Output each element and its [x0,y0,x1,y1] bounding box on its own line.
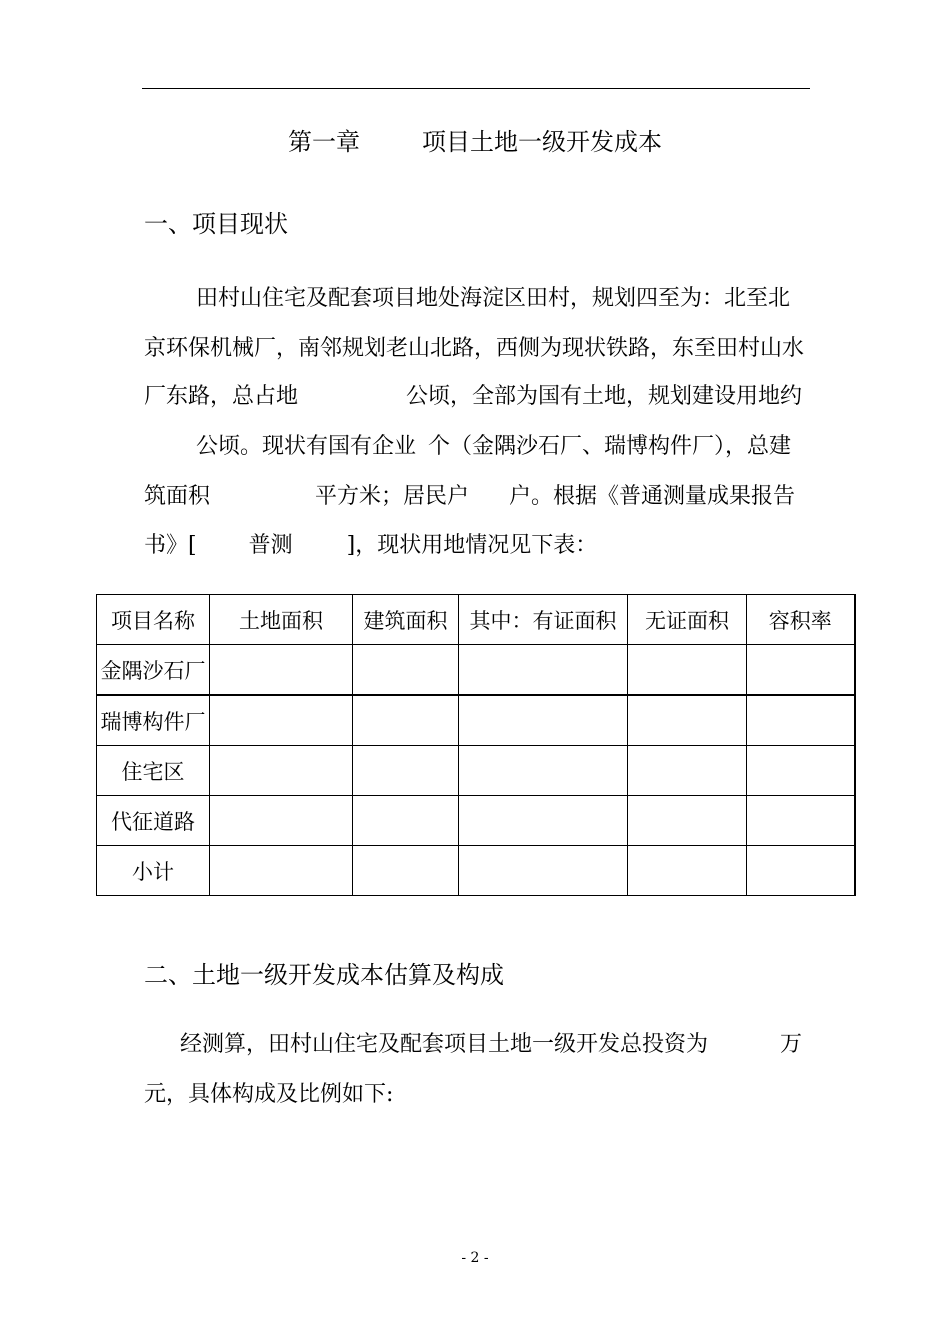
table-cell [210,796,353,846]
text-segment: 户。根据《普通测量成果报告 [509,484,796,509]
table-cell [747,746,855,796]
table-cell [459,796,628,846]
paragraph-1-line-1: 田村山住宅及配套项目地处海淀区田村，规划四至为：北至北 [196,286,791,311]
table-cell [210,645,353,696]
page-number: - 2 - [461,1250,489,1266]
table-cell [628,796,747,846]
text-segment: 公顷，全部为国有土地，规划建设用地约 [406,384,803,409]
table-cell [628,846,747,896]
table-cell [459,645,628,696]
row-label: 金隅沙石厂 [97,645,210,696]
table-cell [210,695,353,746]
row-label: 小计 [97,846,210,896]
chapter-title [0,122,950,157]
header-cell: 建筑面积 [353,595,459,645]
text-segment: ]，现状用地情况见下表： [346,533,598,558]
table-cell [459,746,628,796]
text-segment: 普测 [248,533,293,558]
table-row [97,846,855,896]
paragraph-1-line-4 [196,429,791,460]
table-row [97,796,855,846]
table-cell [210,746,353,796]
paragraph-1-line-5 [144,479,795,510]
table-cell [747,846,855,896]
text-segment: 厂东路，总占地 [144,384,299,409]
table-cell [353,695,459,746]
header-cell: 土地面积 [210,595,353,645]
row-label: 住宅区 [97,746,210,796]
table-row [97,746,855,796]
header-cell: 项目名称 [97,595,210,645]
text-segment: 公顷。现状有国有企业 [196,434,417,459]
header-cell: 其中：有证面积 [459,595,628,645]
section-1-heading: 一、项目现状 [144,210,288,238]
land-status-table [96,594,856,896]
text-segment: 万 [780,1032,803,1057]
row-label: 瑞博构件厂 [97,695,210,746]
paragraph-1-line-2: 京环保机械厂，南邻规划老山北路，西侧为现状铁路，东至田村山水 [144,336,805,361]
table-cell [353,796,459,846]
paragraph-2-line-1 [180,1027,802,1058]
row-label: 代征道路 [97,796,210,846]
table-cell [353,846,459,896]
table-cell [747,796,855,846]
chapter-name: 项目土地一级开发成本 [422,128,662,156]
table-cell [747,645,855,696]
table-cell [353,746,459,796]
paragraph-1-line-3 [144,379,802,410]
text-segment: 个（金隅沙石厂、瑞博构件厂），总建 [428,434,792,459]
paragraph-2-line-2: 元，具体构成及比例如下: [144,1082,394,1107]
text-segment: 经测算，田村山住宅及配套项目土地一级开发总投资为 [180,1032,709,1057]
header-rule [142,88,810,89]
table-cell [628,746,747,796]
text-segment: 筑面积 [144,484,211,509]
table-cell [747,695,855,746]
table-cell [459,846,628,896]
table-row [97,695,855,746]
section-2-heading: 二、土地一级开发成本估算及构成 [144,961,504,989]
text-segment: 书》[ [144,533,197,558]
text-segment: 平方米；居民户 [315,484,470,509]
header-cell: 无证面积 [628,595,747,645]
chapter-number: 第一章 [288,128,360,156]
table-cell [628,695,747,746]
table-cell [628,645,747,696]
table-cell [210,846,353,896]
table-header-row [97,595,855,645]
paragraph-1-line-6 [144,528,597,559]
table-cell [353,645,459,696]
header-cell: 容积率 [747,595,855,645]
table-row [97,645,855,696]
table-cell [459,695,628,746]
